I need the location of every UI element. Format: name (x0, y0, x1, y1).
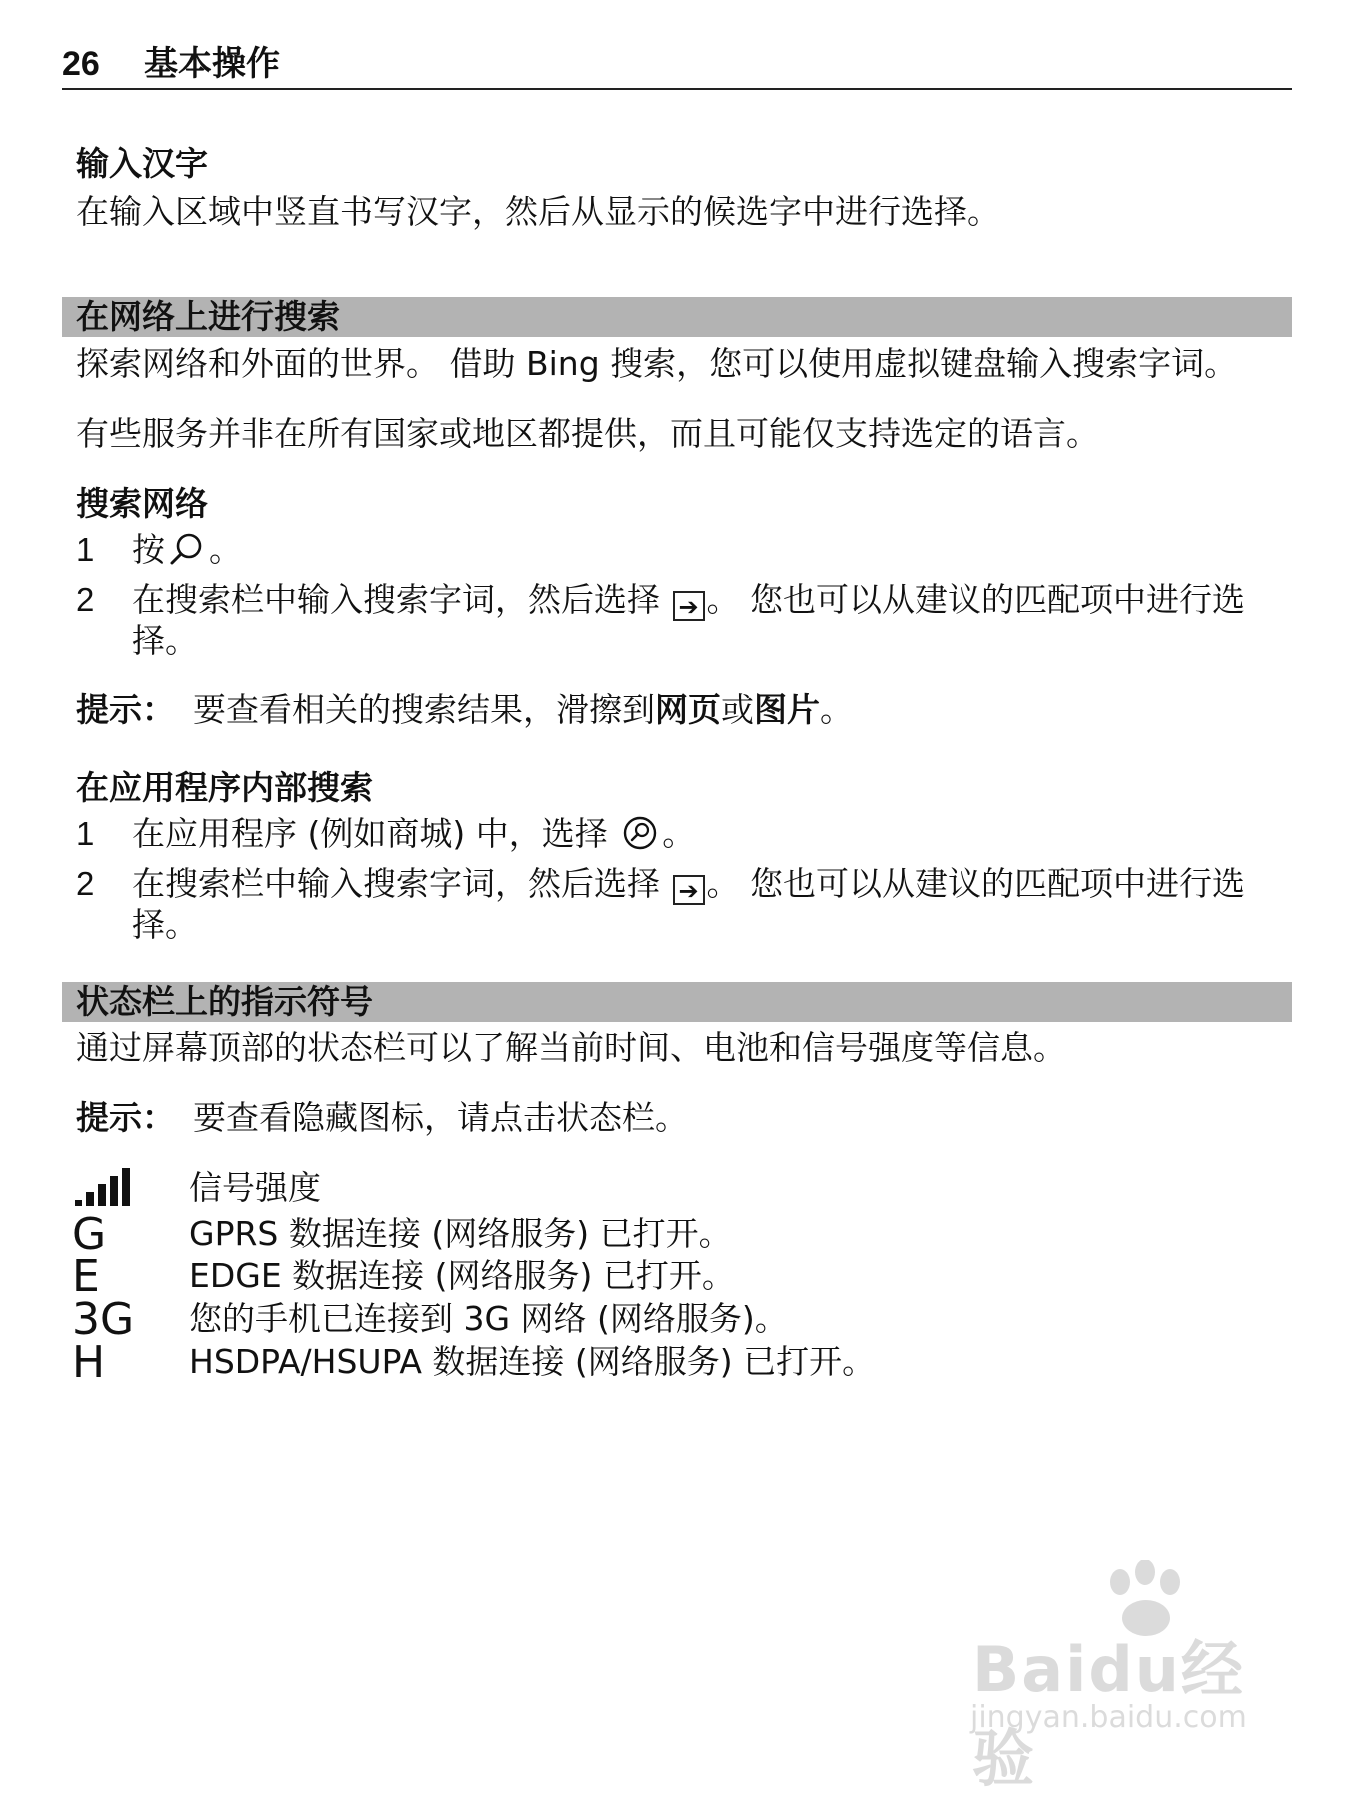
step-text (132, 864, 1262, 945)
edge-icon: E (72, 1251, 100, 1302)
section-bar-web-search (62, 297, 1292, 337)
tip-hidden-icons (76, 1098, 688, 1138)
section-title-status-indicators: 状态栏上的指示符号 (76, 982, 373, 1021)
watermark-url: jingyan.baidu.com (970, 1700, 1247, 1735)
step-text-pre: 在搜索栏中输入搜索字词，然后选择 (132, 580, 660, 619)
step-text-post: 。 您也可以从建议的匹配项中进行选择。 (132, 864, 1245, 944)
signal-strength-icon (72, 1166, 182, 1210)
tip-term-images: 图片 (754, 690, 820, 729)
indicator-text: HSDPA/HSUPA 数据连接 (网络服务) 已打开。 (189, 1342, 876, 1381)
heading-search-in-app: 在应用程序内部搜索 (76, 768, 373, 807)
indicator-text: 信号强度 (189, 1168, 321, 1207)
step-number: 1 (76, 815, 95, 852)
search-icon (167, 531, 207, 576)
heading-input-hanzi: 输入汉字 (76, 144, 208, 183)
indicator-text: GPRS 数据连接 (网络服务) 已打开。 (189, 1214, 732, 1253)
tip-text-pre: 要查看相关的搜索结果，滑擦到 (193, 690, 655, 729)
arrow-right-icon: ➔ (673, 591, 705, 621)
page-number: 26 (62, 45, 100, 83)
3g-icon: 3G (72, 1294, 135, 1345)
step-number: 2 (76, 581, 95, 618)
step-text-pre: 在搜索栏中输入搜索字词，然后选择 (132, 864, 660, 903)
tip-text: 要查看隐藏图标，请点击状态栏。 (193, 1098, 688, 1137)
heading-search-web: 搜索网络 (76, 484, 208, 523)
tip-label: 提示： (76, 690, 175, 729)
step-text (132, 814, 1262, 860)
step-text-post: 。 (209, 530, 242, 569)
tip-term-web: 网页 (655, 690, 721, 729)
tip-text-mid: 或 (721, 690, 754, 729)
search-circle-icon (620, 815, 660, 860)
arrow-right-icon: ➔ (673, 875, 705, 905)
baidu-watermark (960, 1560, 1290, 1795)
indicator-text: EDGE 数据连接 (网络服务) 已打开。 (189, 1256, 735, 1295)
section-title-web-search: 在网络上进行搜索 (76, 297, 340, 336)
page-title: 基本操作 (144, 44, 280, 84)
hsdpa-icon: H (72, 1337, 106, 1388)
step-text (132, 580, 1262, 661)
step-text (132, 530, 1262, 576)
step-number: 1 (76, 531, 95, 568)
watermark-brand: Baidu经验 (972, 1633, 1245, 1795)
section-bar-status-indicators (62, 982, 1292, 1022)
step-text-post: 。 (662, 814, 696, 853)
step-text-pre: 按 (132, 530, 165, 569)
gprs-icon: G (72, 1209, 107, 1260)
tip-search-web (76, 690, 853, 730)
indicator-text: 您的手机已连接到 3G 网络 (网络服务)。 (189, 1299, 788, 1338)
tip-text-post: 。 (820, 690, 853, 729)
paragraph-input-hanzi: 在输入区域中竖直书写汉字，然后从显示的候选字中进行选择。 (76, 192, 1000, 231)
step-text-post: 。 您也可以从建议的匹配项中进行选择。 (132, 580, 1245, 660)
step-number: 2 (76, 865, 95, 902)
paragraph-web-availability: 有些服务并非在所有国家或地区都提供，而且可能仅支持选定的语言。 (76, 414, 1099, 453)
page-header (62, 44, 1292, 90)
paragraph-web-intro: 探索网络和外面的世界。 借助 Bing 搜索，您可以使用虚拟键盘输入搜索字词。 (76, 344, 1238, 383)
tip-label: 提示： (76, 1098, 175, 1137)
step-text-pre: 在应用程序 (例如商城) 中，选择 (132, 814, 608, 853)
paragraph-status-bar: 通过屏幕顶部的状态栏可以了解当前时间、电池和信号强度等信息。 (76, 1028, 1066, 1067)
